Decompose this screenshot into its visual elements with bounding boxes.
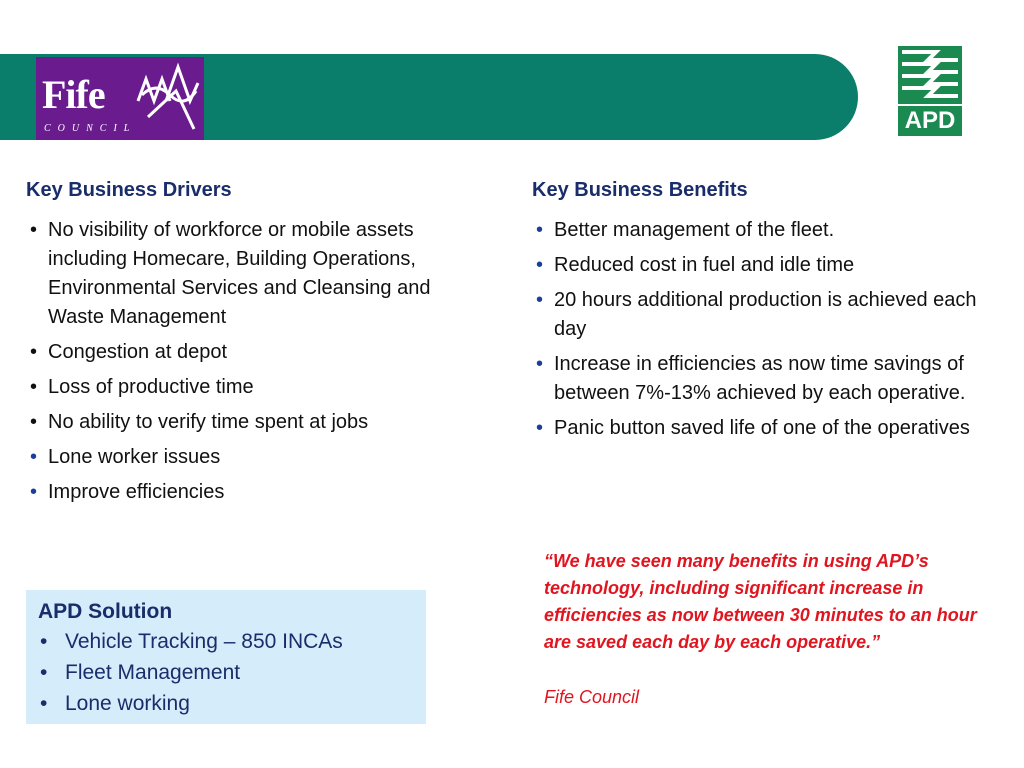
- driver-item: • Lone worker issues: [26, 443, 456, 472]
- solution-item: • Lone working: [38, 688, 414, 719]
- drivers-heading: Key Business Drivers: [26, 179, 232, 201]
- benefit-item: • Better management of the fleet.: [532, 216, 980, 245]
- benefits-list: [532, 216, 980, 449]
- driver-item: • Loss of productive time: [26, 373, 456, 402]
- apd-logo-word: APD: [898, 106, 962, 136]
- benefit-item: • Panic button saved life of one of the operatives: [532, 414, 980, 443]
- benefits-heading: Key Business Benefits: [532, 179, 748, 201]
- fife-council-logo: [36, 57, 204, 140]
- solution-list: [38, 626, 414, 719]
- benefit-item: • 20 hours additional production is achieved each day: [532, 286, 980, 344]
- benefit-item: • Increase in efficiencies as now time savings of between 7%-13% achieved by each operative.: [532, 350, 980, 408]
- driver-item: • No ability to verify time spent at jobs: [26, 408, 456, 437]
- driver-item: • Improve efficiencies: [26, 478, 456, 507]
- solution-item: • Vehicle Tracking – 850 INCAs: [38, 626, 414, 657]
- solution-title: APD Solution: [38, 600, 173, 623]
- apd-stripes-icon: [898, 46, 962, 104]
- driver-item: • No visibility of workforce or mobile assets including Homecare, Building Operations, Environmental Services and Cleansing and Waste Management: [26, 216, 456, 332]
- fife-logo-word: Fife: [42, 72, 105, 117]
- benefit-item: • Reduced cost in fuel and idle time: [532, 251, 980, 280]
- apd-solution-box: [26, 590, 426, 724]
- drivers-list: [26, 216, 456, 513]
- apd-logo: [898, 46, 962, 136]
- fife-emblem-icon: [136, 61, 200, 135]
- testimonial-quote: “We have seen many benefits in using APD’s technology, including significant increase in efficiencies as now between 30 minutes to an hour are saved each day by each operative.”: [544, 551, 977, 652]
- testimonial-source: Fife Council: [544, 687, 640, 707]
- driver-item: • Congestion at depot: [26, 338, 456, 367]
- solution-item: • Fleet Management: [38, 657, 414, 688]
- fife-logo-subtitle: COUNCIL: [44, 123, 137, 134]
